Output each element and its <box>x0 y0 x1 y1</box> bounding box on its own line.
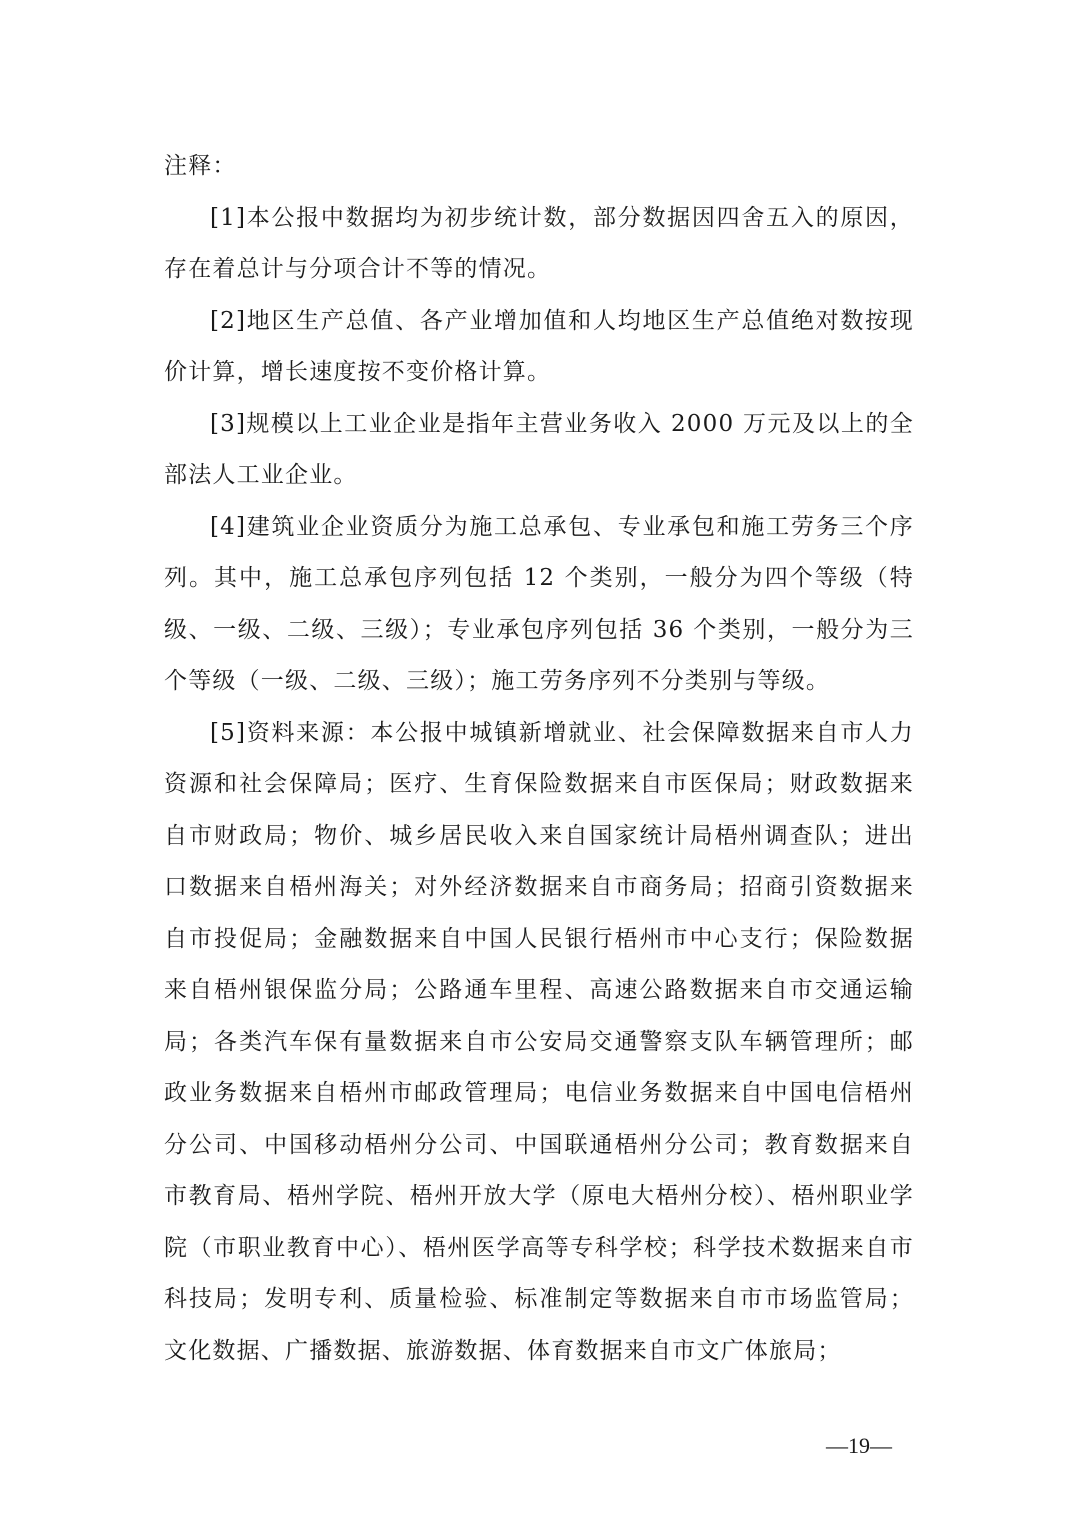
note-4: [4]建筑业企业资质分为施工总承包、专业承包和施工劳务三个序列。其中，施工总承包序列包括 12 个类别，一般分为四个等级（特级、一级、二级、三级）；专业承包序列包括 36 个类别，一般分为三个等级（一级、二级、三级）；施工劳务序列不分类别与等级。 <box>164 513 914 694</box>
page-number: —19— <box>826 1433 892 1458</box>
note-3: [3]规模以上工业企业是指年主营业务收入 2000 万元及以上的全部法人工业企业。 <box>164 410 914 488</box>
note-1: [1]本公报中数据均为初步统计数，部分数据因四舍五入的原因，存在着总计与分项合计不等的情况。 <box>164 204 914 282</box>
note-2: [2]地区生产总值、各产业增加值和人均地区生产总值绝对数按现价计算，增长速度按不变价格计算。 <box>164 307 914 385</box>
notes-heading: 注释： <box>164 153 237 179</box>
notes-section <box>164 141 914 1377</box>
note-5: [5]资料来源：本公报中城镇新增就业、社会保障数据来自市人力资源和社会保障局；医疗、生育保险数据来自市医保局；财政数据来自市财政局；物价、城乡居民收入来自国家统计局梧州调查队；进出口数据来自梧州海关；对外经济数据来自市商务局；招商引资数据来自市投促局；金融数据来自中国人民银行梧州市中心支行；保险数据来自梧州银保监分局；公路通车里程、高速公路数据来自市交通运输局；各类汽车保有量数据来自市公安局交通警察支队车辆管理所；邮政业务数据来自梧州市邮政管理局；电信业务数据来自中国电信梧州分公司、中国移动梧州分公司、中国联通梧州分公司；教育数据来自市教育局、梧州学院、梧州开放大学（原电大梧州分校）、梧州职业学院（市职业教育中心）、梧州医学高等专科学校；科学技术数据来自市科技局；发明专利、质量检验、标准制定等数据来自市市场监管局；文化数据、广播数据、旅游数据、体育数据来自市文广体旅局； <box>164 719 914 1364</box>
